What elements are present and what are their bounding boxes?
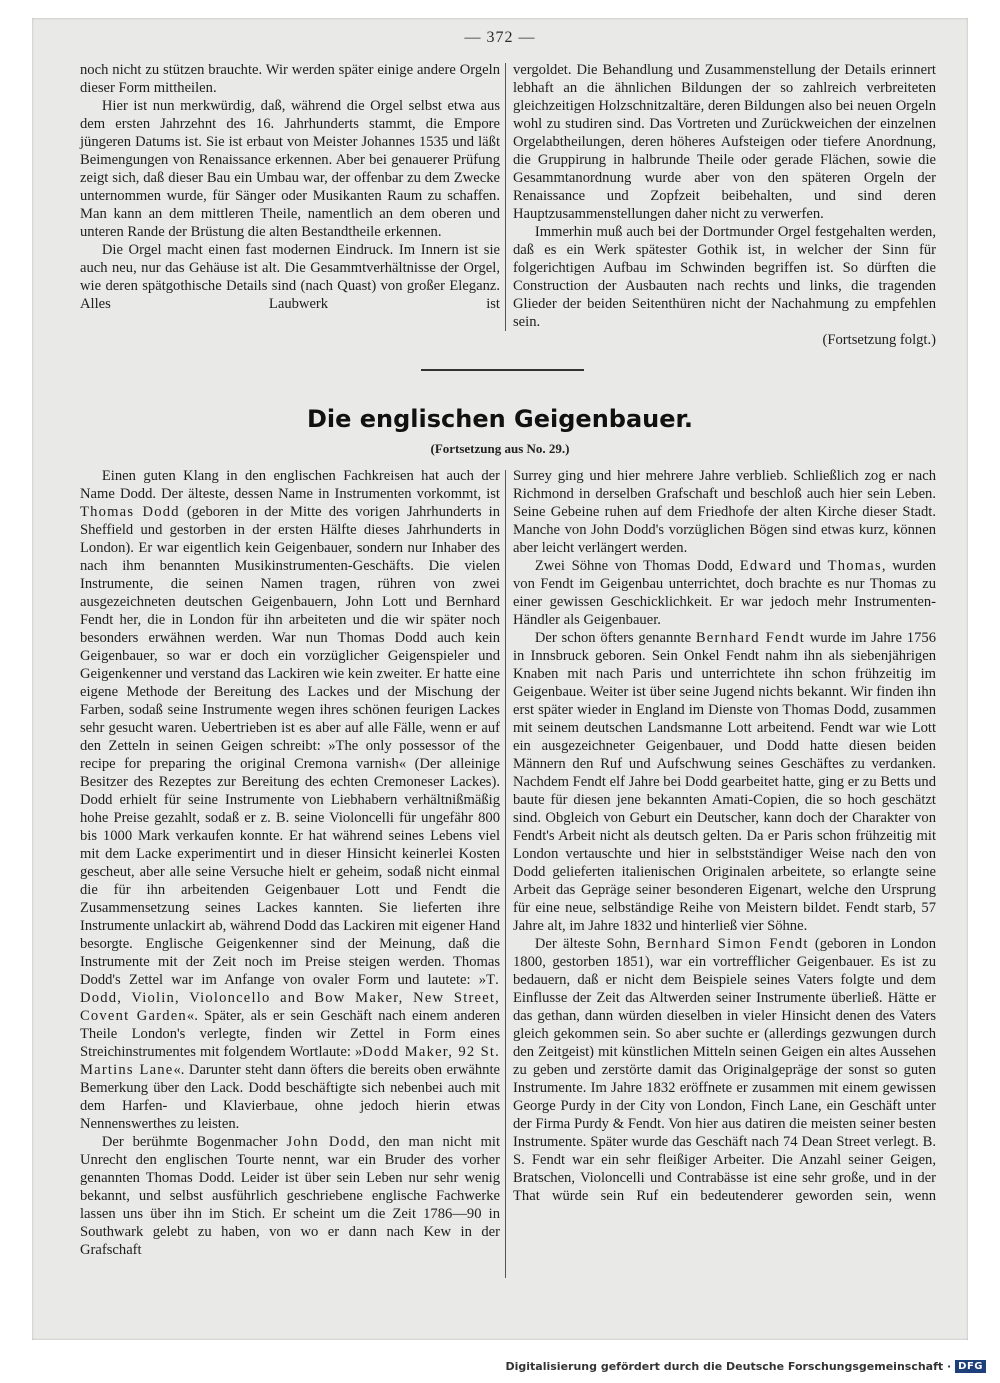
text-segment: «. Darunter steht dann öfters die bereits oben erwähnte Bemerkung über den Lack. Dodd beschäftigte sich nebenbei auch mit dem Harfen- und Klavierbaue, ohne jedoch hierin etwas Nennenswerthes zu leisten. — [80, 1062, 500, 1132]
top-left-paragraph-1: noch nicht zu stützen brauchte. Wir werden später einige andere Orgeln dieser Form mittheilen. — [80, 62, 500, 96]
text-segment: Surrey ging und hier mehrere Jahre verblieb. Schließlich zog er nach Richmond in derselben Grafschaft und beschloß auch hier sein Leben. Seine Gebeine ruhen auf dem Friedhofe der alten Kirche dieser Stadt. Manche von John Dodd's vorzüglichen Bögen sind etwas kurz, können aber leicht verlängert werden. — [513, 468, 936, 556]
text-segment: Der älteste Sohn, — [534, 936, 647, 952]
article-right-paragraph-3 — [513, 629, 936, 935]
top-right-column — [513, 61, 936, 349]
text-segment: wurde im Jahre 1756 in Innsbruck geboren. Sein Onkel Fendt nahm ihn als siebenjährigen Knaben mit nach Paris und unterrichtete ihn schon frühzeitig im Geigenbaue. Weiter ist über seine Jugend nichts bekannt. Wir finden ihn erst später wieder in England im Dienste von Thomas Dodd, zusammen mit seinem deutschen Landsmanne Lott arbeitend. Fendt war wie Lott ein ausgezeichneter Geigenbauer, und Dodd hatte diesen beiden Männern den Ruf und Aufschwung seines Geschäftes zu verdanken. Nachdem Fendt elf Jahre bei Dodd gearbeitet hatte, ging er zu Betts und baute für diesen jene bekannten Amati-Copien, die so hoch geschätzt sind. Obgleich von Geburt ein Deutscher, kann doch der Charakter von Fendt's Arbeit nicht als deutsch gelten. Da er Paris schon frühzeitig mit London vertauschte und hier in selbstständiger Weise nach den von Dodd gelieferten italienischen Originalen arbeitete, so erlangte seine Arbeit das Gepräge seiner besonderen Eigenart, welche den Ursprung für eine neue, selbständige Reihe von Meistern bildet. Fendt starb, 57 Jahre alt, im Jahre 1832 und hinterließ vier Söhne. — [513, 630, 936, 934]
top-right-paragraph-2: Immerhin muß auch bei der Dortmunder Orgel festgehalten werden, daß es ein Werk spätester Gothik ist, in welcher der Sinn für folgerichtigen Aufbau im Schwinden begriffen ist. So dürften die Construction der Ausbauten nach rechts und links, die tragenden Glieder der beiden Seitenthüren nicht der Nachahmung zu empfehlen sein. — [513, 224, 936, 330]
page-number: — 372 — — [464, 29, 536, 46]
article-right-paragraph-1 — [513, 467, 936, 557]
article-left-paragraph-2 — [80, 1133, 500, 1259]
article-right-paragraph-4 — [513, 935, 936, 1205]
spaced-name: John Dodd — [286, 1134, 367, 1150]
text-segment: , wurden von Fendt im Geigenbau unterrichtet, doch brachte es nur Thomas zu einer gewissen Geschicklichkeit. Er war jedoch mehr Instrumenten-Händler als Geigenbauer. — [513, 558, 936, 628]
text-segment: Einen guten Klang in den englischen Fachkreisen hat auch der Name Dodd. Der älteste, dessen Name in Instrumenten vorkommt, ist — [80, 468, 500, 502]
text-segment: (geboren in der Mitte des vorigen Jahrhunderts in Sheffield und gestorben in der ersten Hälfte dieses Jahrhunderts in London). Er war eigentlich kein Geigenbauer, sondern nur Inhaber des nach ihm benannten Musikinstrumenten-Geschäfts. Die vielen Instrumente, die seinen Namen tragen, rühren von zwei ausgezeichneten deutschen Geigenbauern, John Lott und Bernhard Fendt her, die in London für ihn arbeiteten und die wir später noch besonders erwähnen werden. War nun Thomas Dodd auch kein Geigenbauer, so war er doch ein vorzüglicher Geigenspieler und Geigenkenner und verstand das Lackiren wie kein zweiter. Er hatte eine eigene Methode der Bereitung des Lackes und der Mischung der Farben, sodaß seine Instrumente wegen ihres schönen feurigen Lackes sehr gesucht waren. Uebertrieben ist es aber auf alle Fälle, wenn er auf den Zetteln in seinen Geigen schreibt: »The only possessor of the recipe for preparing the original Cremona varnish« (Der alleinige Besitzer des Rezeptes zur Bereitung des echten Cremoneser Lackes). Dodd erhielt für seine Instrumente von Liebhabern verhältnißmäßig hohe Preise gezahlt, sodaß er z. B. seine Violoncelli für ungefähr 800 bis 1000 Mark verkaufen konnte. Er hat während seines Lebens viel mit dem Lacke experimentirt und in dieser Hinsicht keinerlei Kosten gescheut, aber alle seine Versuche hielt er geheim, sodaß nicht einmal die für ihn arbeitenden Geigenbauer Lott und Fendt die Zusammensetzung seines Lackes kannten. Sie lieferten ihre Instrumente unlackirt ab, während Dodd das Lackiren mit eigener Hand besorgte. Englische Geigenkenner sind der Meinung, daß die Instrumente mit der Zeit noch im Preise steigen werden. Thomas Dodd's Zettel war im Anfange von ovaler Form und lautete: » — [80, 504, 500, 988]
footer-text: Digitalisierung gefördert durch die Deutsche Forschungsgemeinschaft · — [505, 1360, 952, 1373]
article-title: Die englischen Geigenbauer. — [306, 405, 694, 433]
article-left-paragraph-1 — [80, 467, 500, 1133]
top-left-column — [80, 61, 500, 313]
text-segment: «. Später, als er sein Geschäft nach einem anderen Theile London's verlegte, finden wir Zettel in Form eines Streichinstrumentes mit folgendem Wortlaute: » — [80, 1008, 500, 1060]
spaced-name: T. Dodd, Violin, Violoncello and Bow Maker, New Street, Covent Garden — [80, 972, 500, 1024]
text-segment: und — [792, 558, 828, 574]
spaced-name: Bernhard Simon Fendt — [646, 936, 809, 952]
top-left-paragraph-2: Hier ist nun merkwürdig, daß, während die Orgel selbst etwa aus dem ersten Jahrzehnt des 16. Jahrhunderts stammt, die Empore jüngeren Datums ist. Sie ist erbaut von Meister Johannes 1535 und läßt Beimengungen von Renaissance erkennen. Aber bei genauerer Prüfung zeigt sich, daß dieser Bau ein Umbau war, der offenbar zu dem Zwecke unternommen wurde, für Sänger oder Musikanten Raum zu schaffen. Man kann an dem mittleren Theile, namentlich an dem oberen und unteren Rande der Brüstung die alten Bestandtheile erkennen. — [80, 98, 500, 240]
column-rule-bottom — [505, 470, 506, 1278]
continuation-note: (Fortsetzung folgt.) — [822, 332, 936, 348]
section-separator — [421, 369, 584, 371]
dfg-logo-icon: DFG — [955, 1360, 986, 1373]
article-right-paragraph-2 — [513, 557, 936, 629]
text-segment: Der berühmte Bogenmacher — [101, 1134, 287, 1150]
dfg-footer — [505, 1360, 986, 1373]
spaced-name: Dodd Maker, 92 St. Martins Lane — [80, 1044, 500, 1078]
column-rule-top — [505, 63, 506, 331]
text-segment: Zwei Söhne von Thomas Dodd, — [534, 558, 740, 574]
spaced-name: Thomas Dodd — [80, 504, 180, 520]
article-subtitle: (Fortsetzung aus No. 29.) — [430, 441, 570, 456]
spaced-name: Edward — [739, 558, 793, 574]
text-segment: Der schon öfters genannte — [534, 630, 696, 646]
article-left-column — [80, 467, 500, 1259]
text-segment: , den man nicht mit Unrecht den englischen Tourte nennt, war ein Bruder des vorher genannten Thomas Dodd. Leider ist über sein Leben nur sehr wenig bekannt, und selbst ausführlich geschriebene englische Fachwerke lassen uns über ihn im Stich. Er scheint um die Zeit 1786—90 in Southwark gelebt zu haben, von wo er dann nach Kew in der Grafschaft — [80, 1134, 500, 1258]
spaced-name: Thomas — [827, 558, 882, 574]
spaced-name: Bernhard Fendt — [695, 630, 805, 646]
text-segment: (geboren in London 1800, gestorben 1851), war ein vortrefflicher Geigenbauer. Es ist zu bedauern, daß er nicht dem Beispiele seines Vaters folgte und dem Einflusse der Zeit das Altwerden seiner Instrumente überließ. Hätte er das gethan, dann würden dieselben in vieler Hinsicht denen des Vaters gleich gekommen sein. So aber suchte er (allerdings gezwungen durch den Zeitgeist) mit künstlichen Mitteln seinen Geigen ein altes Aussehen zu geben und zerstörte damit das Originalgepräge der sonst so guten Instrumente. Im Jahre 1832 eröffnete er zusammen mit einem gewissen George Purdy in der City von London, Finch Lane, ein Geschäft unter der Firma Purdy & Fendt. Von hier aus datiren die meisten seiner besten Instrumente. Später wurde das Geschäft nach 74 Dean Street verlegt. B. S. Fendt war ein sehr fleißiger Arbeiter. Die Anzahl seiner Geigen, Bratschen, Violoncelli und Contrabässe ist eine sehr große, und in der That würde sein Ruf ein bedeutenderer geworden sein, wenn — [513, 936, 936, 1204]
top-left-paragraph-3: Die Orgel macht einen fast modernen Eindruck. Im Innern ist sie auch neu, nur das Gehäuse ist alt. Die Gesammtverhältnisse der Orgel, wie deren spätgothische Details sind (nach Quast) von großer Eleganz. Alles Laubwerk ist — [80, 242, 500, 312]
top-right-paragraph-1: vergoldet. Die Behandlung und Zusammenstellung der Details erinnert lebhaft an die ähnlichen Bildungen der so zahlreich verbreiteten gleichzeitigen Holzschnitzaltäre, deren Bildungen also bei neuen Orgeln wohl zu studiren sind. Das Vortreten und Zurückweichen der einzelnen Orgelabtheilungen, deren höheres Aufsteigen oder tiefere Anordnung, die Gruppirung in halbrunde Theile oder gerade Flächen, sowie die Gesammtanordnung wurde aber von den späteren Orgeln der Renaissance und Zopfzeit beibehalten, und sind deren Hauptzusammenstellungen daher nicht zu verwerfen. — [513, 62, 936, 222]
article-right-column — [513, 467, 936, 1205]
